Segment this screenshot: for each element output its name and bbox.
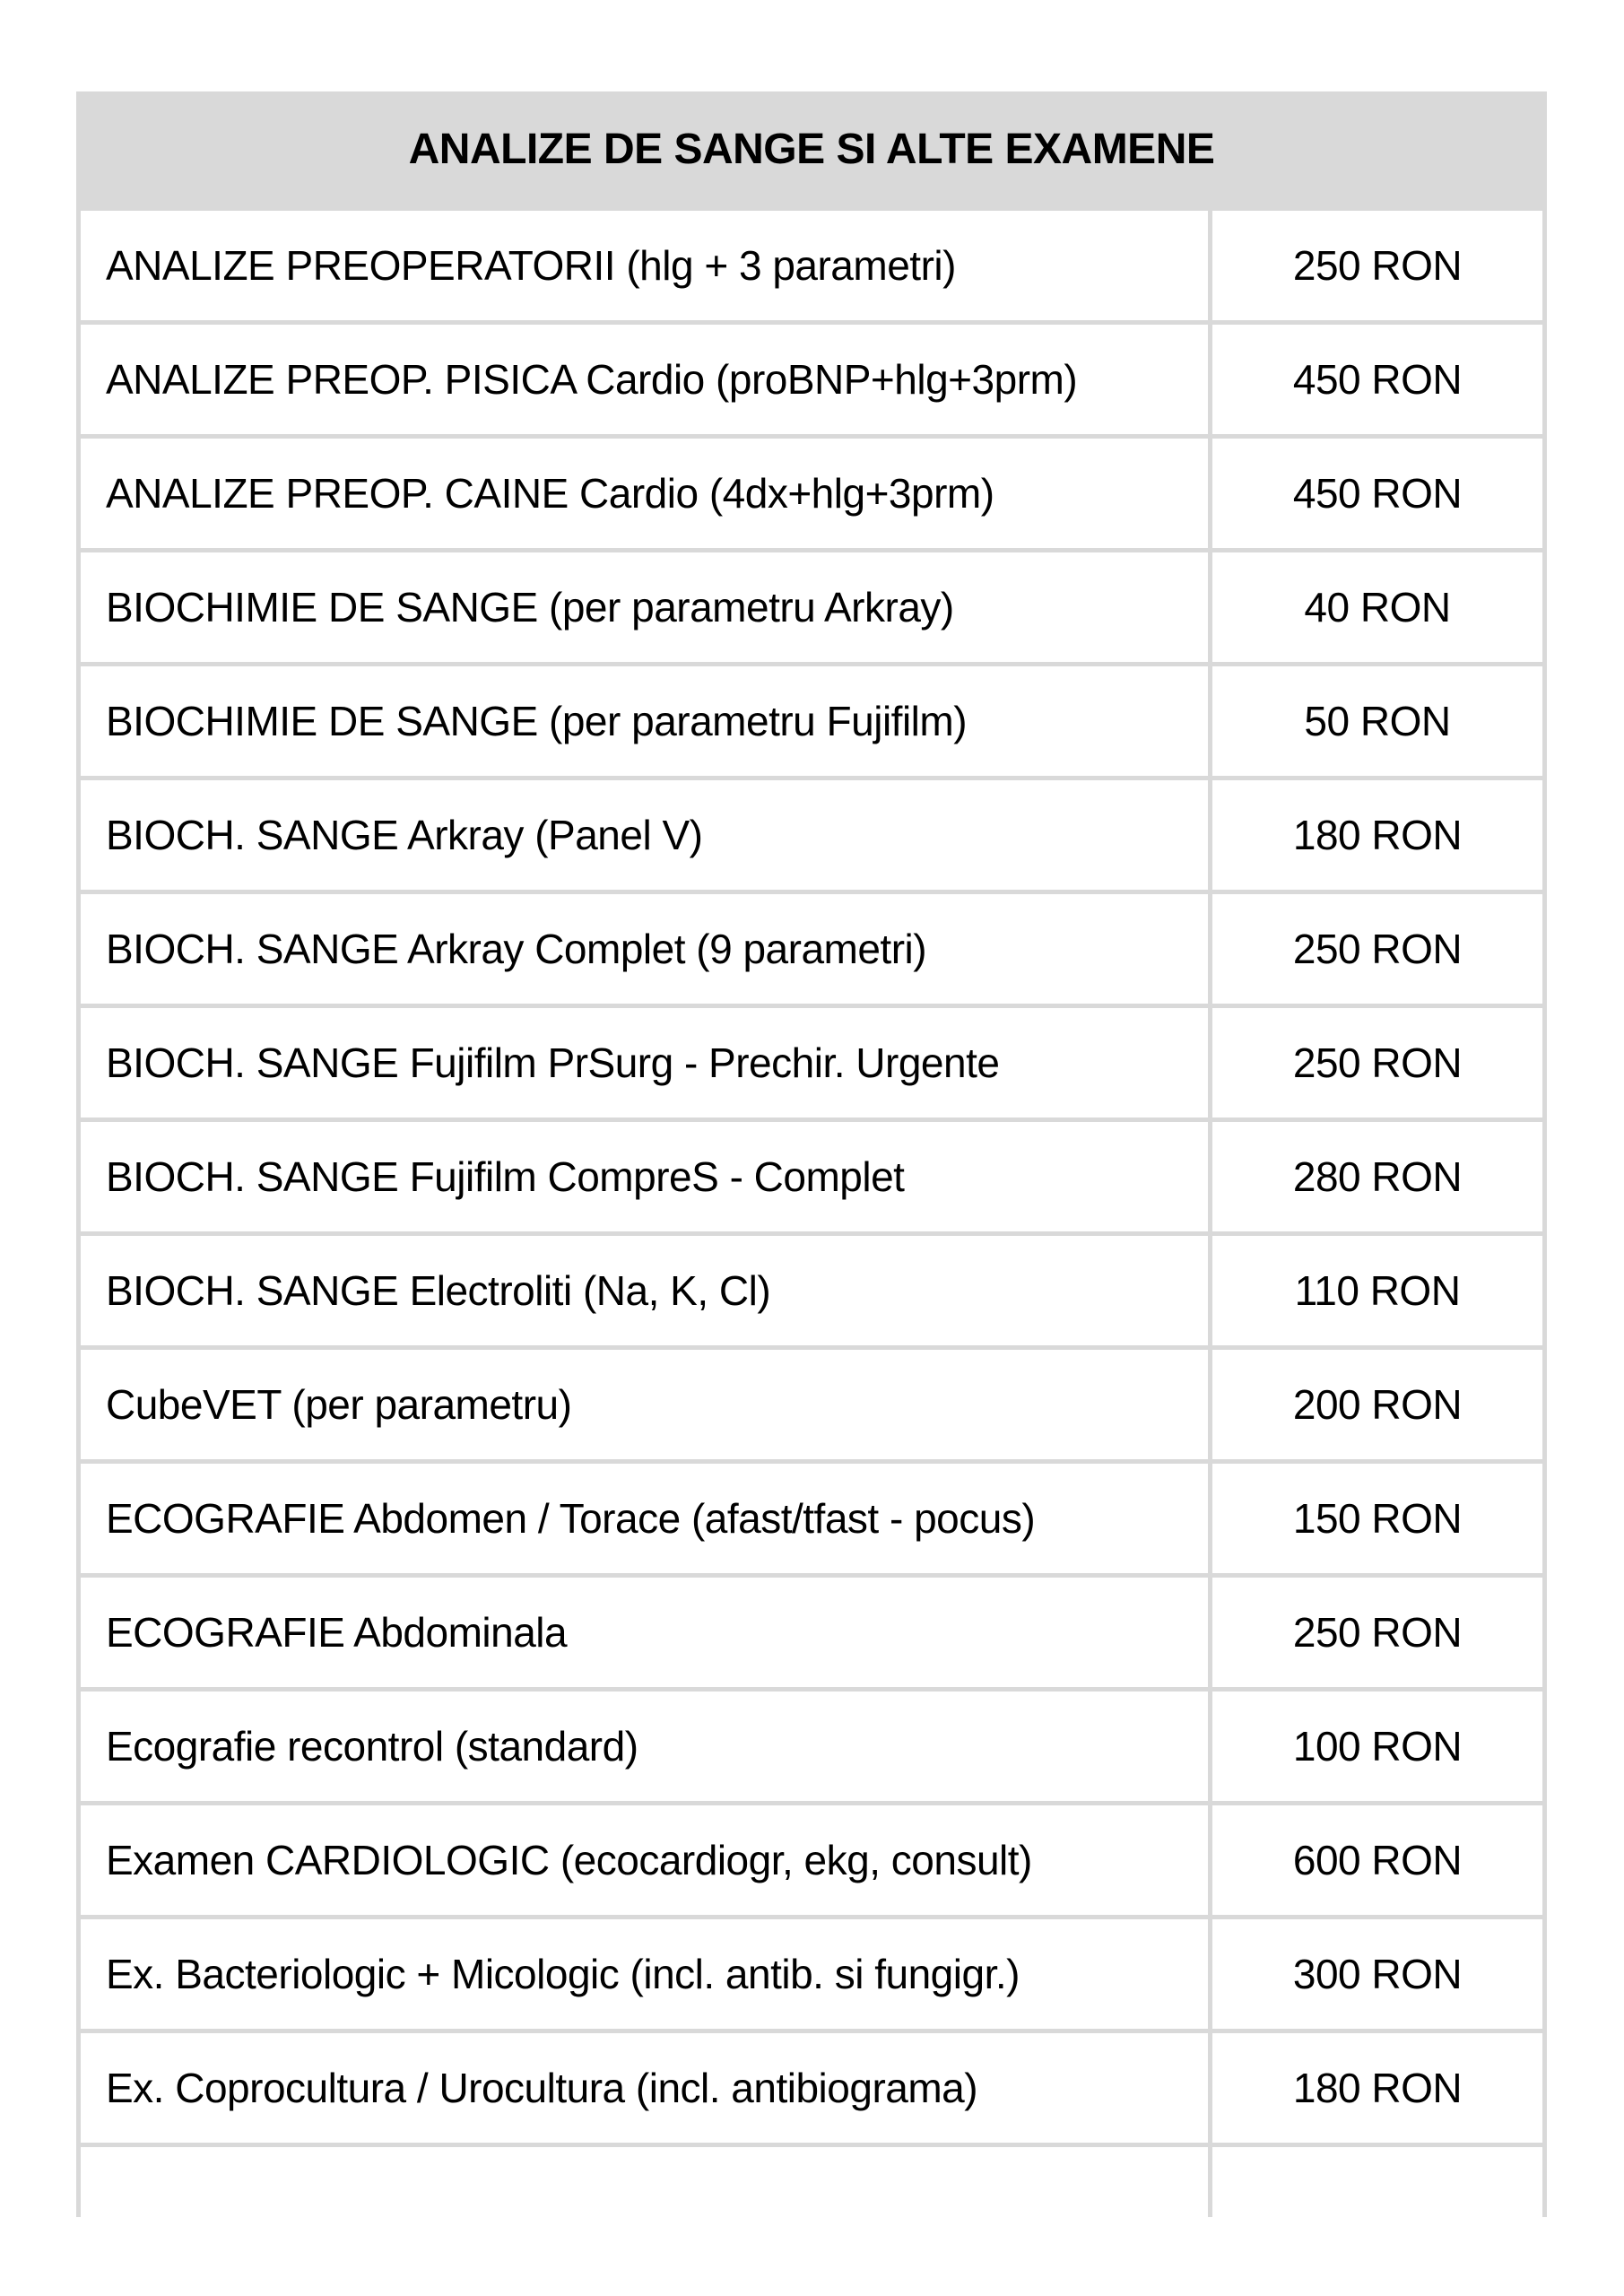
table-body — [76, 211, 1547, 2217]
table-row — [76, 1236, 1547, 1345]
service-name-cell: ANALIZE PREOPERATORII (hlg + 3 parametri) — [81, 211, 1208, 320]
price-cell — [1212, 2147, 1542, 2217]
price-cell: 250 RON — [1212, 1578, 1542, 1687]
service-name-cell — [81, 2147, 1208, 2217]
service-name-cell: ANALIZE PREOP. CAINE Cardio (4dx+hlg+3prm) — [81, 439, 1208, 548]
table-row — [76, 1578, 1547, 1687]
price-table — [76, 91, 1547, 2217]
service-name-cell: BIOCH. SANGE Arkray (Panel V) — [81, 780, 1208, 890]
service-name-cell: BIOCH. SANGE Electroliti (Na, K, Cl) — [81, 1236, 1208, 1345]
service-name-cell: BIOCH. SANGE Fujifilm PrSurg - Prechir. Urgente — [81, 1008, 1208, 1118]
table-row — [76, 325, 1547, 434]
table-row — [76, 1350, 1547, 1459]
price-cell: 40 RON — [1212, 552, 1542, 662]
table-row — [76, 211, 1547, 320]
table-row — [76, 1805, 1547, 1915]
table-row — [76, 894, 1547, 1004]
service-name-cell: ECOGRAFIE Abdomen / Torace (afast/tfast - pocus) — [81, 1464, 1208, 1573]
price-cell: 50 RON — [1212, 666, 1542, 776]
table-row — [76, 1008, 1547, 1118]
table-row — [76, 666, 1547, 776]
service-name-cell: ANALIZE PREOP. PISICA Cardio (proBNP+hlg+3prm) — [81, 325, 1208, 434]
price-cell: 200 RON — [1212, 1350, 1542, 1459]
table-header: ANALIZE DE SANGE SI ALTE EXAMENE — [76, 91, 1547, 206]
price-cell: 250 RON — [1212, 1008, 1542, 1118]
price-cell: 450 RON — [1212, 325, 1542, 434]
table-row — [76, 1464, 1547, 1573]
service-name-cell: ECOGRAFIE Abdominala — [81, 1578, 1208, 1687]
service-name-cell: BIOCH. SANGE Fujifilm CompreS - Complet — [81, 1122, 1208, 1231]
table-row — [76, 1692, 1547, 1801]
price-cell: 300 RON — [1212, 1919, 1542, 2029]
price-cell: 250 RON — [1212, 211, 1542, 320]
price-cell: 180 RON — [1212, 2033, 1542, 2143]
price-cell: 110 RON — [1212, 1236, 1542, 1345]
price-cell: 600 RON — [1212, 1805, 1542, 1915]
table-row — [76, 552, 1547, 662]
table-row-empty — [76, 2147, 1547, 2217]
service-name-cell: Ex. Coprocultura / Urocultura (incl. antibiograma) — [81, 2033, 1208, 2143]
price-cell: 250 RON — [1212, 894, 1542, 1004]
table-row — [76, 1919, 1547, 2029]
price-cell: 180 RON — [1212, 780, 1542, 890]
table-row — [76, 439, 1547, 548]
table-row — [76, 2033, 1547, 2143]
service-name-cell: BIOCHIMIE DE SANGE (per parametru Arkray) — [81, 552, 1208, 662]
service-name-cell: CubeVET (per parametru) — [81, 1350, 1208, 1459]
price-cell: 450 RON — [1212, 439, 1542, 548]
service-name-cell: BIOCH. SANGE Arkray Complet (9 parametri) — [81, 894, 1208, 1004]
price-cell: 280 RON — [1212, 1122, 1542, 1231]
service-name-cell: Ex. Bacteriologic + Micologic (incl. antib. si fungigr.) — [81, 1919, 1208, 2029]
service-name-cell: Ecografie recontrol (standard) — [81, 1692, 1208, 1801]
price-cell: 100 RON — [1212, 1692, 1542, 1801]
price-cell: 150 RON — [1212, 1464, 1542, 1573]
table-row — [76, 1122, 1547, 1231]
service-name-cell: Examen CARDIOLOGIC (ecocardiogr, ekg, consult) — [81, 1805, 1208, 1915]
service-name-cell: BIOCHIMIE DE SANGE (per parametru Fujifilm) — [81, 666, 1208, 776]
table-row — [76, 780, 1547, 890]
